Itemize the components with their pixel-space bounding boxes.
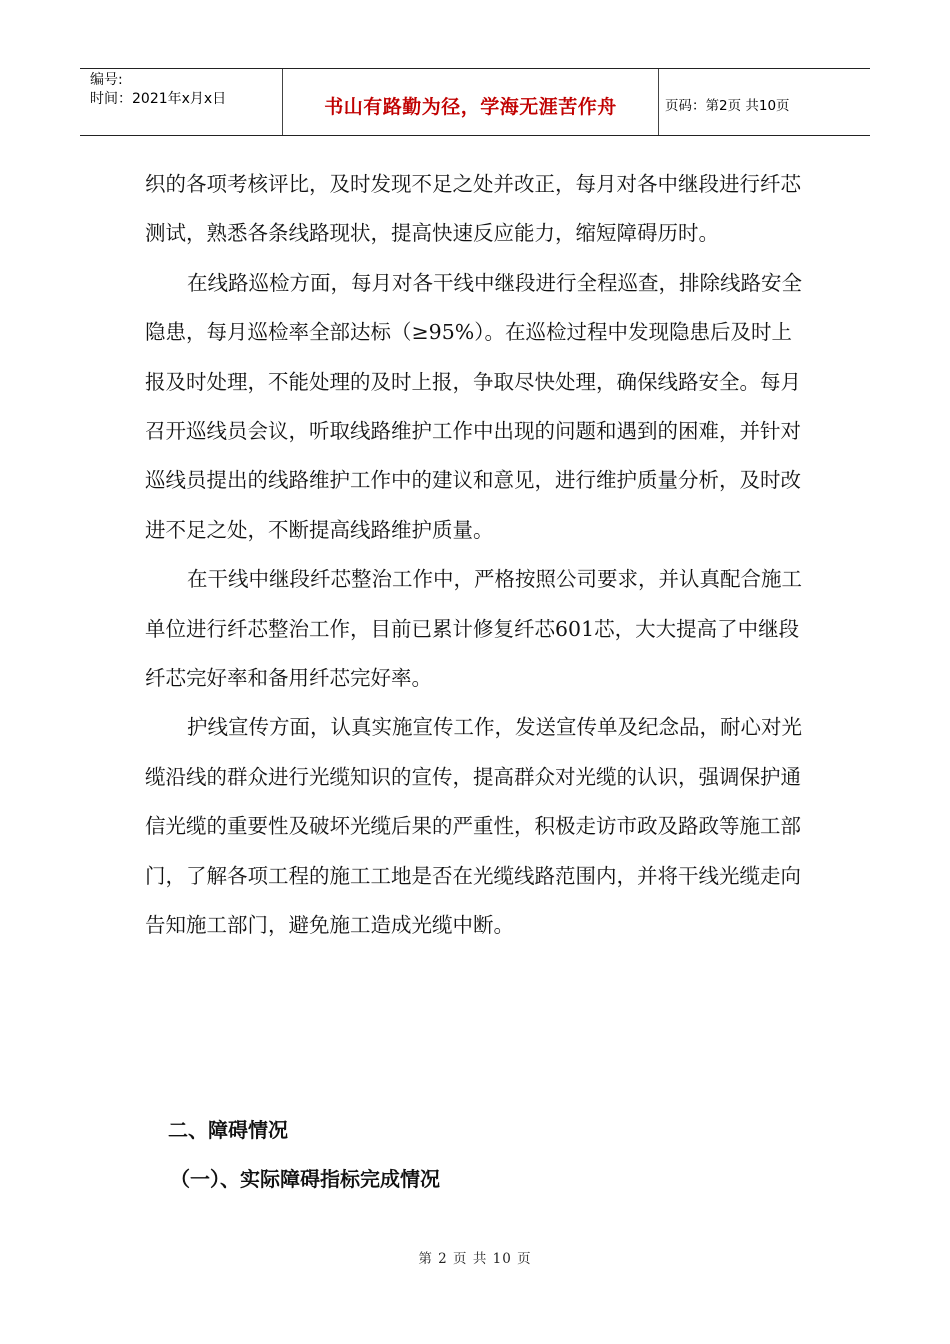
document-body [145,160,810,951]
subsection-heading: （一）、实际障碍指标完成情况 [170,1167,440,1191]
header-meta-cell [80,69,283,135]
document-number-label: 编号: [90,72,123,88]
header-table [80,68,870,136]
header-motto-cell [283,69,659,135]
paragraph-publicity: 护线宣传方面，认真实施宣传工作，发送宣传单及纪念品，耐心对光缆沿线的群众进行光缆知识的宣传，提高群众对光缆的认识，强调保护通信光缆的重要性及破坏光缆后果的严重性，积极走访市政及路政等施工部门，了解各项工程的施工工地是否在光缆线路范围内，并将干线光缆走向告知施工部门，避免施工造成光缆中断。 [145,715,802,938]
paragraph-continued: 织的各项考核评比，及时发现不足之处并改正，每月对各中继段进行纤芯测试，熟悉各条线路现状，提高快速反应能力，缩短障碍历时。 [145,172,801,246]
paragraph-line-inspection: 在线路巡检方面，每月对各干线中继段进行全程巡查，排除线路安全隐患，每月巡检率全部达标（≥95%）。在巡检过程中发现隐患后及时上报及时处理，不能处理的及时上报，争取尽快处理，确保线路安全。每月召开巡线员会议，听取线路维护工作中出现的问题和遇到的困难，并针对巡线员提出的线路维护工作中的建议和意见，进行维护质量分析，及时改进不足之处，不断提高线路维护质量。 [145,270,802,542]
page-footer: 第 2 页 共 10 页 [418,1251,532,1267]
paragraph-fiber-repair: 在干线中继段纤芯整治工作中，严格按照公司要求，并认真配合施工单位进行纤芯整治工作，目前已累计修复纤芯601芯，大大提高了中继段纤芯完好率和备用纤芯完好率。 [145,567,802,691]
header-page-cell [659,69,870,135]
header-motto: 书山有路勤为径，学海无涯苦作舟 [324,95,617,118]
header-page-label: 页码：第2页 共10页 [665,98,790,114]
document-date-label: 时间：2021年x月x日 [90,91,227,107]
section-heading: 二、障碍情况 [168,1118,288,1142]
